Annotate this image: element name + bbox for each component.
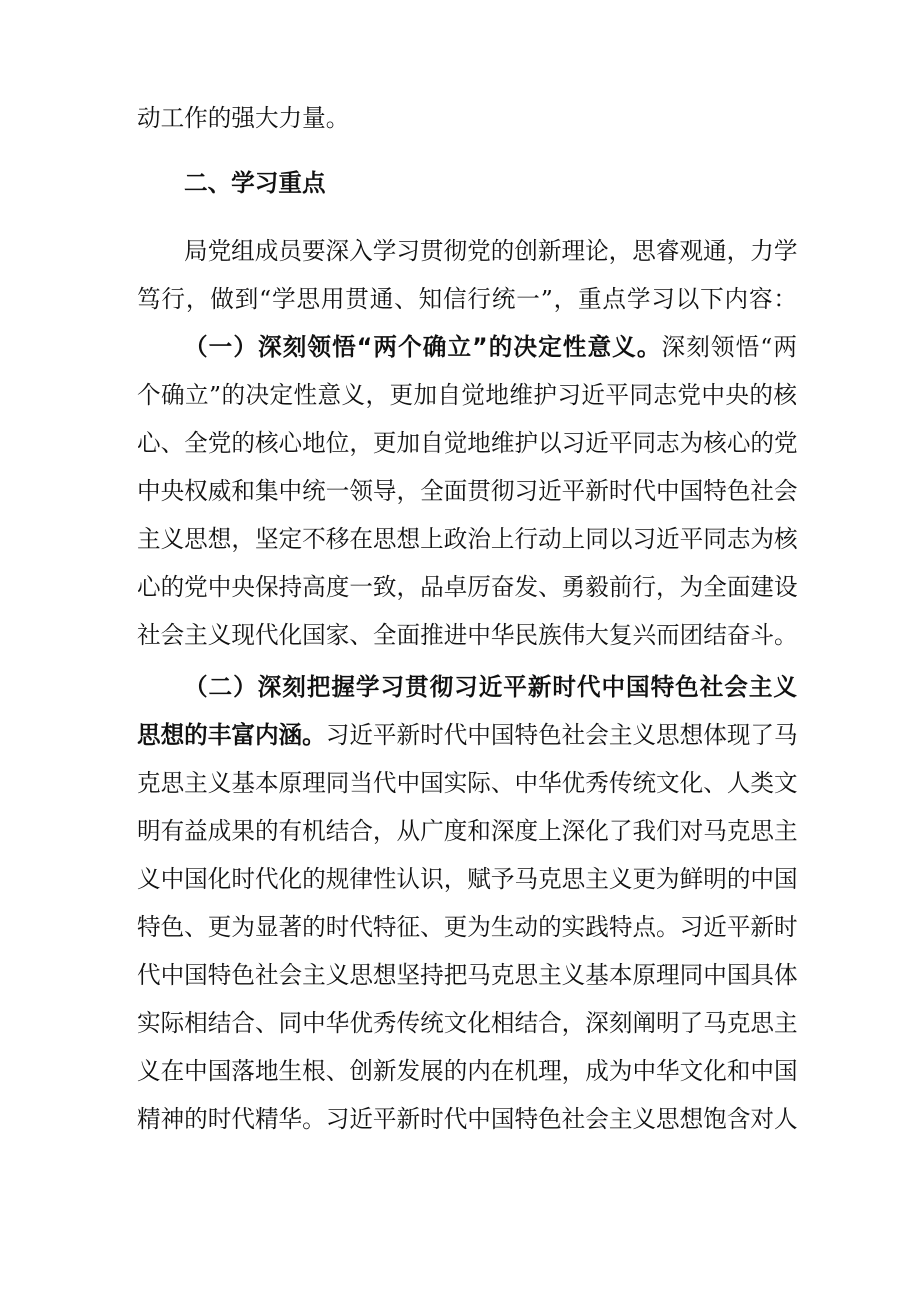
item2-line: 义在中国落地生根、创新发展的内在机理，成为中华文化和中国 bbox=[137, 1057, 798, 1085]
item2-line: 克思主义基本原理同当代中国实际、中华优秀传统文化、人类文 bbox=[137, 769, 798, 797]
item1-first-line bbox=[184, 323, 797, 371]
item2-line: 实际相结合、同中华优秀传统文化相结合，深刻阐明了马克思主 bbox=[137, 1009, 798, 1037]
item2-title-line-1: （二）深刻把握学习贯彻习近平新时代中国特色社会主义 bbox=[184, 673, 797, 701]
item2-title-line-2: 思想的丰富内涵。 bbox=[137, 721, 326, 749]
item1-line: 个确立”的决定性意义，更加自觉地维护习近平同志党中央的核 bbox=[137, 381, 797, 409]
intro-line-1: 局党组成员要深入学习贯彻党的创新理论，思睿观通，力学 bbox=[184, 237, 798, 265]
item2-line: 义中国化时代化的规律性认识，赋予马克思主义更为鲜明的中国 bbox=[137, 865, 798, 893]
item2-second-line bbox=[137, 711, 797, 759]
item1-first-line-rest: 深刻领悟“两 bbox=[661, 333, 797, 361]
item2-line: 特色、更为显著的时代特征、更为生动的实践特点。习近平新时 bbox=[137, 913, 798, 941]
item2-second-line-rest: 习近平新时代中国特色社会主义思想体现了马 bbox=[325, 721, 798, 749]
item1-line: 心、全党的核心地位，更加自觉地维护以习近平同志为核心的党 bbox=[137, 429, 798, 457]
section-heading: 二、学习重点 bbox=[184, 169, 326, 197]
item1-line: 社会主义现代化国家、全面推进中华民族伟大复兴而团结奋斗。 bbox=[137, 621, 798, 649]
continuation-line: 动工作的强大力量。 bbox=[137, 104, 350, 132]
item2-line: 精神的时代精华。习近平新时代中国特色社会主义思想饱含对人 bbox=[137, 1105, 798, 1133]
item2-line: 明有益成果的有机结合，从广度和深度上深化了我们对马克思主 bbox=[137, 817, 798, 845]
item1-line: 主义思想，坚定不移在思想上政治上行动上同以习近平同志为核 bbox=[137, 525, 798, 553]
item2-line: 代中国特色社会主义思想坚持把马克思主义基本原理同中国具体 bbox=[137, 961, 798, 989]
item1-line: 中央权威和集中统一领导，全面贯彻习近平新时代中国特色社会 bbox=[137, 477, 798, 505]
intro-line-2: 笃行，做到“学思用贯通、知信行统一”，重点学习以下内容： bbox=[137, 285, 797, 313]
item1-title: （一）深刻领悟“两个确立”的决定性意义。 bbox=[184, 333, 662, 361]
item1-line: 心的党中央保持高度一致，品卓厉奋发、勇毅前行，为全面建设 bbox=[137, 573, 798, 601]
